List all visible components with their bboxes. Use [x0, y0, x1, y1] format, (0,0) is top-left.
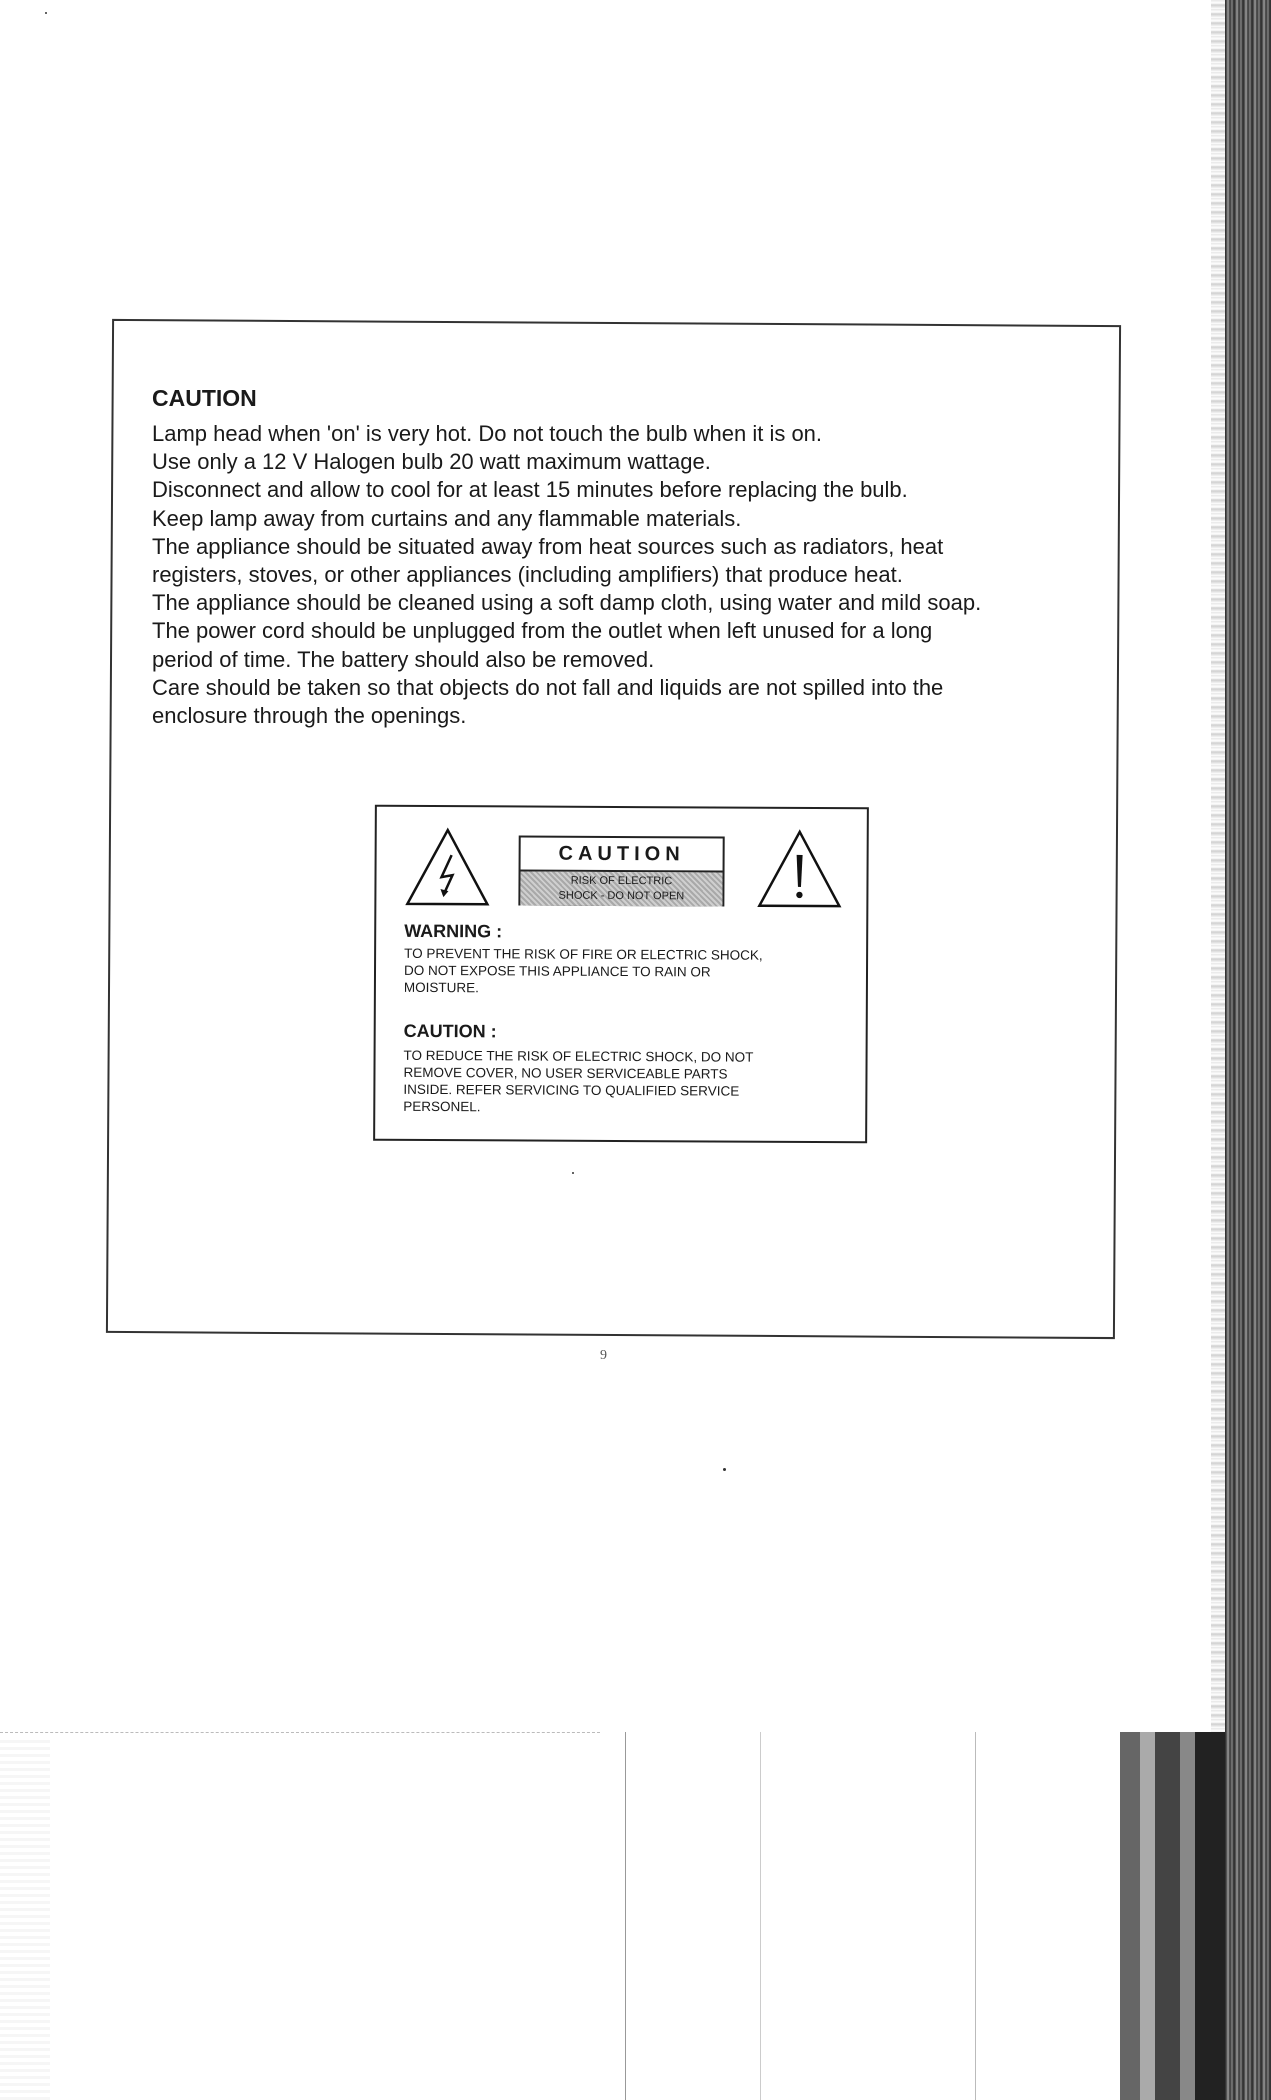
page-number: 9 [600, 1348, 607, 1363]
caution-text-line: INSIDE. REFER SERVICING TO QUALIFIED SERVICE [403, 1081, 740, 1099]
caution-line: The appliance should be cleaned using a soft damp cloth, using water and mild soap. [152, 590, 982, 616]
caution-line: The power cord should be unplugged from the outlet when left unused for a long [152, 618, 933, 644]
caution-heading: CAUTION [152, 385, 257, 411]
caution-plate [518, 835, 724, 906]
caution-list [152, 420, 1112, 730]
caution-line: period of time. The battery should also be removed. [152, 646, 655, 672]
plate-subtitle [520, 871, 722, 906]
exclamation-warning-icon [756, 829, 842, 909]
warning-text-line: DO NOT EXPOSE THIS APPLIANCE TO RAIN OR [403, 962, 711, 980]
safety-label [373, 805, 869, 1144]
label-caution-heading: CAUTION : [403, 1020, 497, 1042]
scan-speck [572, 1172, 574, 1174]
caution-line: enclosure through the openings. [152, 703, 467, 729]
caution-text-line: PERSONEL. [403, 1098, 481, 1115]
caution-line: Use only a 12 V Halogen bulb 20 watt maximum wattage. [152, 449, 711, 475]
caution-line: Keep lamp away from curtains and any flammable materials. [152, 505, 742, 531]
lightning-warning-icon [404, 827, 490, 907]
scan-speck [45, 12, 47, 14]
caution-line: registers, stoves, or other appliances (including amplifiers) that produce heat. [152, 562, 903, 588]
caution-line: The appliance should be situated away from heat sources such as radiators, heat [152, 533, 944, 559]
warning-text-line: MOISTURE. [403, 979, 479, 996]
scan-speck [723, 1468, 726, 1471]
scan-artifact-edge [1225, 0, 1271, 2100]
scan-artifact-bars [620, 1732, 1225, 2100]
caution-line: Lamp head when 'on' is very hot. Do not touch the bulb when it is on. [152, 421, 823, 446]
scan-noise [0, 1740, 50, 2100]
plate-title: CAUTION [521, 837, 723, 872]
warning-heading: WARNING : [404, 920, 503, 942]
caution-line: Care should be taken so that objects do not fall and liquids are not spilled into the [152, 674, 944, 700]
caution-text-line: TO REDUCE THE RISK OF ELECTRIC SHOCK, DO NOT [403, 1047, 754, 1065]
caution-line: Disconnect and allow to cool for at least 15 minutes before replacing the bulb. [152, 477, 908, 503]
warning-text-line: TO PREVENT THE RISK OF FIRE OR ELECTRIC SHOCK, [404, 945, 763, 963]
plate-subtitle-line: RISK OF ELECTRIC [570, 874, 673, 888]
plate-subtitle-line: SHOCK - DO NOT OPEN [558, 889, 685, 903]
caution-text-line: REMOVE COVER, NO USER SERVICEABLE PARTS [403, 1064, 728, 1082]
scan-rule [0, 1732, 600, 1733]
